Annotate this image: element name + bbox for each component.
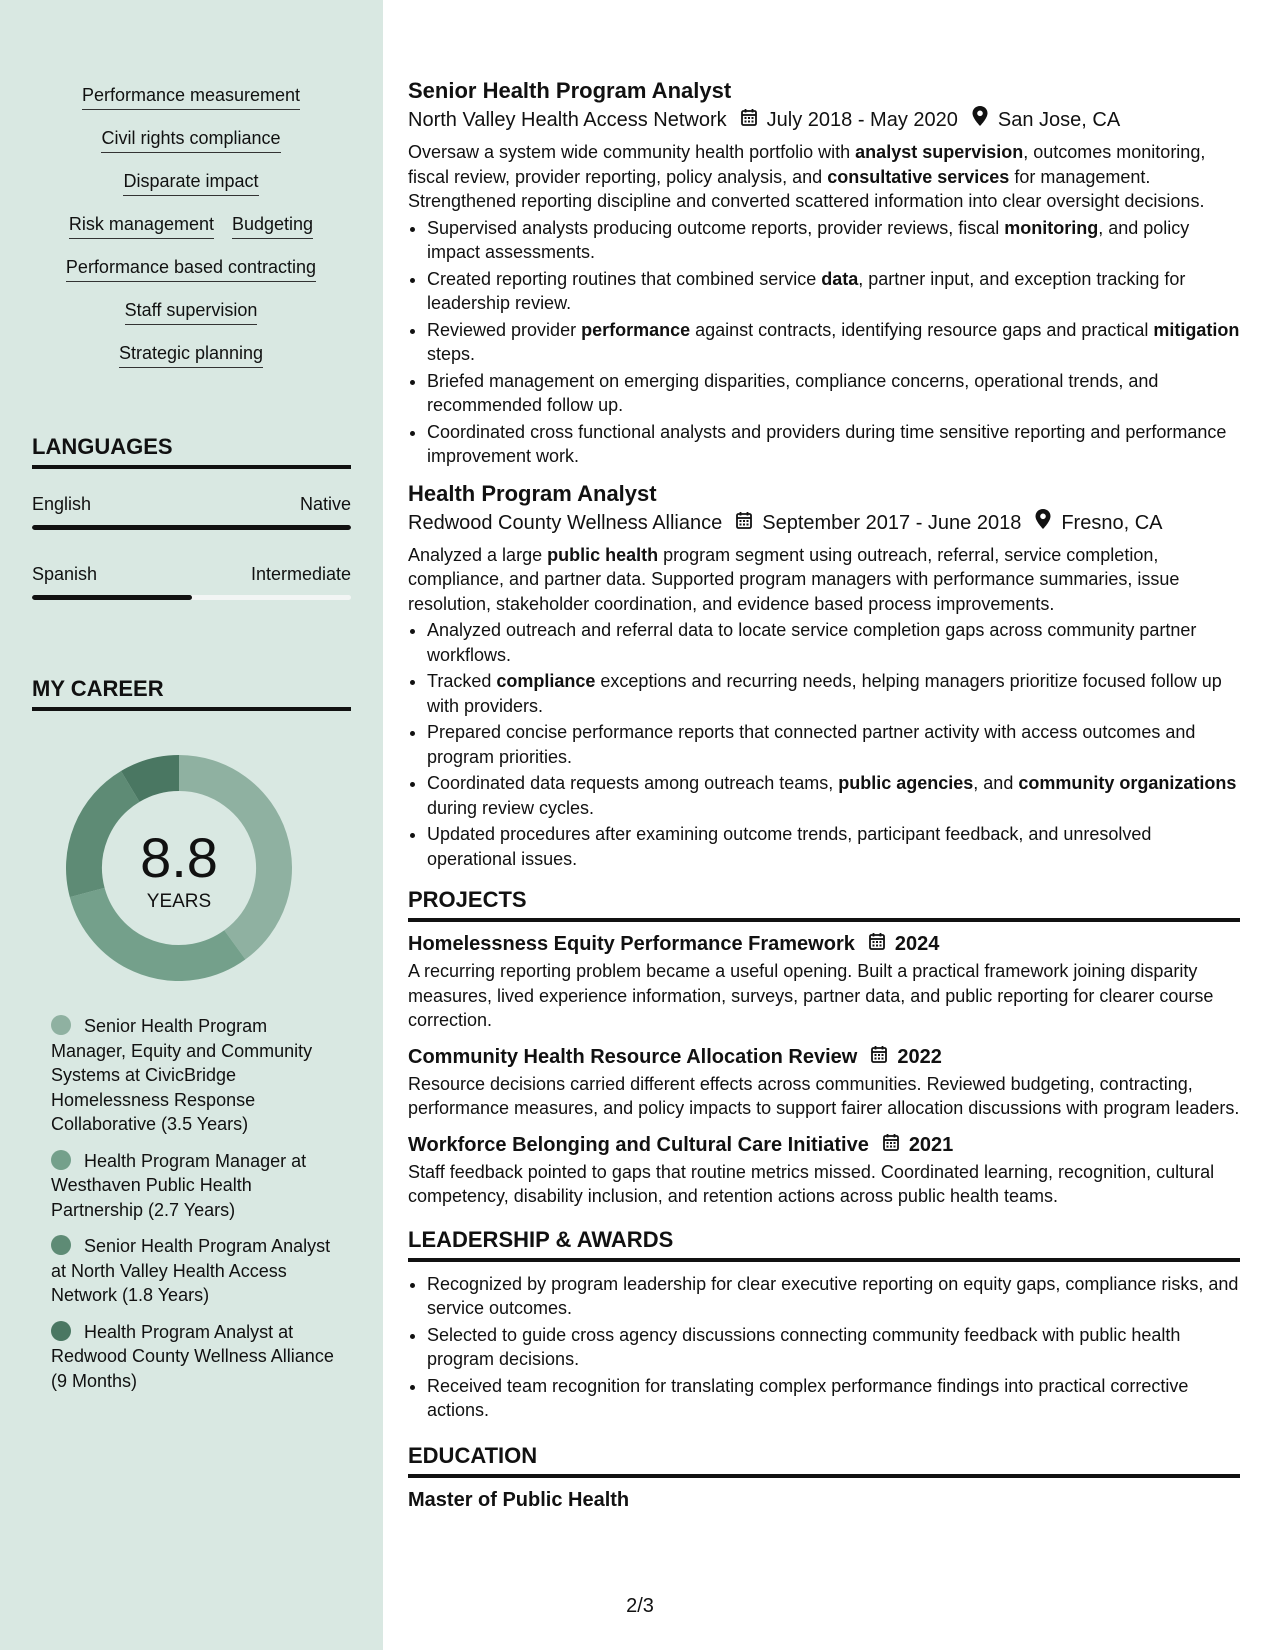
skill-row (32, 170, 350, 196)
job-summary: Analyzed a large public health program segment using outreach, referral, service completion, compliance, and partner data. Supported program managers with performance summaries, issue resolution, stakeholder coordination, and evidence based process improvements. (408, 544, 1180, 614)
location-pin-icon (972, 106, 988, 134)
career-list-item (51, 1149, 336, 1223)
career-item-text: Health Program Manager at Westhaven Public Health Partnership (2.7 Years) (51, 1150, 307, 1220)
career-legend-dot (51, 1150, 71, 1170)
language-proficiency-fill (32, 525, 351, 530)
career-donut-chart (66, 755, 292, 981)
job-title: Senior Health Program Analyst (408, 78, 732, 103)
project-year: 2024 (894, 933, 940, 955)
career-list-item (51, 1320, 336, 1394)
job-location: San Jose, CA (997, 109, 1121, 131)
job-entry (408, 479, 1240, 872)
project-description: Resource decisions carried different effects across communities. Reviewed budgeting, contracting, performance measures, and policy impacts to support fairer allocation discussions with program leaders. (408, 1073, 1240, 1118)
projects-list (408, 930, 1240, 1209)
job-company: North Valley Health Access Network (408, 109, 727, 131)
leadership-list (408, 1272, 1240, 1423)
career-legend-dot (51, 1235, 71, 1255)
experience-list (408, 76, 1240, 871)
career-years-value: 8.8 (140, 826, 218, 889)
career-list-item (51, 1234, 336, 1308)
job-bullet: • Prepared concise performance reports that connected partner activity with access outcomes and program priorities. (427, 720, 1240, 769)
job-bullet: • Reviewed provider performance against contracts, identifying resource gaps and practical mitigation steps. (427, 318, 1240, 367)
job-bullet: • Updated procedures after examining outcome trends, participant feedback, and unresolved operational issues. (427, 822, 1240, 871)
skill-tag: Civil rights compliance (101, 127, 280, 153)
calendar-icon (869, 930, 885, 958)
skill-row (32, 84, 350, 110)
career-years-label: YEARS (146, 891, 212, 912)
job-bullet: • Coordinated data requests among outreach teams, public agencies, and community organizations during review cycles. (427, 771, 1240, 820)
project-description: A recurring reporting problem became a useful opening. Built a practical framework joining disparity measures, lived experience information, surveys, partner data, and public reporting for clearer course correction. (408, 961, 1214, 1030)
calendar-icon (741, 106, 757, 134)
job-entry (408, 76, 1240, 469)
career-item-text: Senior Health Program Manager, Equity and Community Systems at CivicBridge Homelessness Response Collaborative (3.5 Years) (51, 1016, 313, 1134)
project-description: Staff feedback pointed to gaps that routine metrics missed. Coordinated learning, recognition, cultural competency, disability inclusion, and retention actions across public health teams. (408, 1161, 1215, 1206)
career-item-text: Health Program Analyst at Redwood County Wellness Alliance (9 Months) (51, 1321, 334, 1391)
project-name: Community Health Resource Allocation Review (408, 1045, 858, 1068)
calendar-icon (736, 509, 752, 537)
projects-heading: PROJECTS (408, 885, 1240, 922)
skill-row (32, 342, 350, 368)
project-title (408, 930, 1240, 958)
sidebar (0, 0, 383, 1650)
job-bullets (408, 216, 1240, 469)
job-title: Health Program Analyst (408, 480, 657, 506)
project-year: 2021 (908, 1133, 954, 1156)
calendar-icon (871, 1043, 887, 1071)
language-name: Spanish (32, 564, 98, 584)
career-list-item (51, 1014, 336, 1137)
job-bullet: • Tracked compliance exceptions and recurring needs, helping managers prioritize focused follow up with providers. (427, 669, 1240, 718)
language-english (32, 492, 351, 530)
job-dates: September 2017 - June 2018 (762, 511, 1022, 534)
job-bullet: • Supervised analysts producing outcome reports, provider reviews, fiscal monitoring, and policy impact assessments. (427, 216, 1240, 265)
leadership-item: • Selected to guide cross agency discussions connecting community feedback with public health program decisions. (427, 1323, 1240, 1372)
skill-row (32, 127, 350, 153)
project-title (408, 1131, 1240, 1159)
language-proficiency-bar (32, 595, 351, 600)
skill-row (32, 213, 350, 239)
career-item-text: Senior Health Program Analyst at North Valley Health Access Network (1.8 Years) (51, 1236, 331, 1305)
main-content (408, 76, 1240, 1514)
job-meta (408, 106, 1240, 134)
location-pin-icon (1035, 509, 1051, 537)
project-title (408, 1043, 1240, 1071)
skill-row (32, 299, 350, 325)
job-bullets (408, 618, 1240, 871)
skill-tag: Staff supervision (125, 299, 258, 325)
job-dates: July 2018 - May 2020 (766, 109, 958, 131)
language-name: English (32, 494, 92, 514)
leadership-heading: LEADERSHIP & AWARDS (408, 1225, 1240, 1262)
job-meta (408, 509, 1240, 537)
job-summary: Oversaw a system wide community health portfolio with analyst supervision, outcomes monitoring, fiscal review, provider reporting, policy analysis, and consultative services for management. Strengthened reporting discipline and converted scattered information into clear oversight decisions. (408, 142, 1206, 211)
job-bullet: • Analyzed outreach and referral data to locate service completion gaps across community partner workflows. (427, 618, 1240, 667)
skill-tag: Performance measurement (82, 84, 300, 110)
page-number: 2/3 (626, 1595, 654, 1617)
skill-tag: Performance based contracting (66, 256, 316, 282)
skill-row (32, 256, 350, 282)
calendar-icon (883, 1131, 899, 1159)
career-legend-dot (51, 1321, 71, 1341)
education-degree: Master of Public Health (408, 1488, 630, 1511)
job-company: Redwood County Wellness Alliance (408, 511, 723, 534)
leadership-item: • Received team recognition for translating complex performance findings into practical corrective actions. (427, 1374, 1240, 1423)
project-name: Workforce Belonging and Cultural Care Initiative (408, 1133, 869, 1156)
language-level: Native (299, 494, 351, 514)
skill-tag: Disparate impact (123, 170, 258, 196)
education-heading: EDUCATION (408, 1441, 1240, 1478)
skill-tag: Strategic planning (119, 342, 263, 368)
job-bullet: • Created reporting routines that combined service data, partner input, and exception tracking for leadership review. (427, 267, 1240, 316)
job-bullet: • Briefed management on emerging disparities, compliance concerns, operational trends, and recommended follow up. (427, 369, 1240, 418)
skill-tag: Budgeting (232, 213, 313, 239)
career-legend-dot (51, 1015, 71, 1035)
language-proficiency-bar (32, 525, 351, 530)
career-heading: MY CAREER (32, 675, 351, 711)
project-name: Homelessness Equity Performance Framework (408, 933, 855, 955)
language-spanish (32, 562, 351, 600)
language-level: Intermediate (250, 564, 351, 584)
career-list (51, 1014, 336, 1405)
skill-tag: Risk management (69, 213, 214, 239)
project-year: 2022 (897, 1045, 942, 1068)
language-proficiency-fill (32, 595, 192, 600)
skills-list (32, 84, 350, 385)
job-location: Fresno, CA (1061, 511, 1163, 534)
leadership-item: • Recognized by program leadership for clear executive reporting on equity gaps, compliance risks, and service outcomes. (427, 1272, 1240, 1321)
job-bullet: • Coordinated cross functional analysts and providers during time sensitive reporting and performance improvement work. (427, 420, 1240, 469)
languages-heading: LANGUAGES (32, 433, 351, 469)
